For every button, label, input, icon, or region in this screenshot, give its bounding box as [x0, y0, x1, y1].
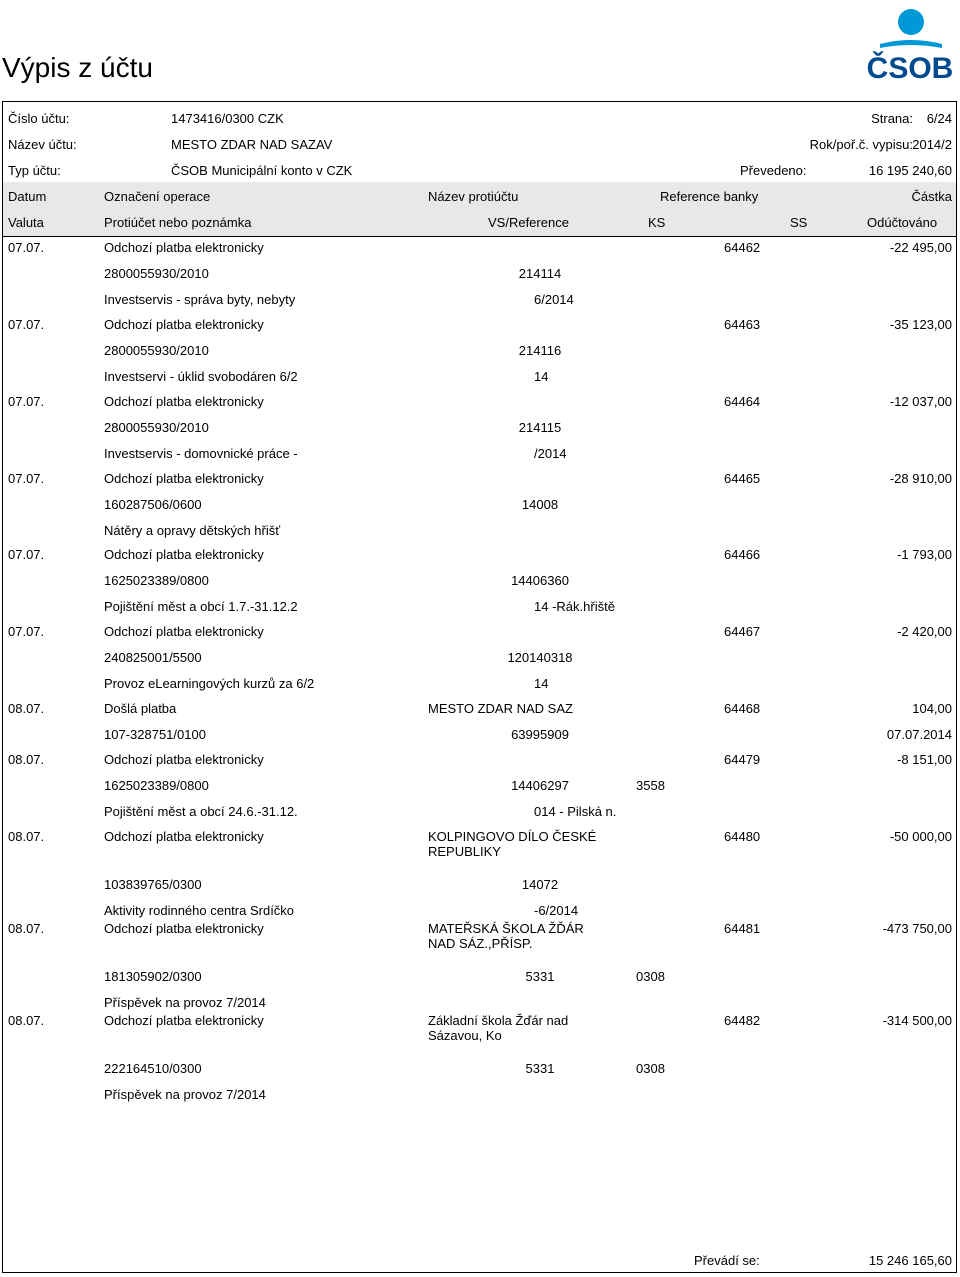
tx-bank-reference: 64468	[724, 701, 761, 716]
tx-counterparty-line2: Sázavou, Ko	[428, 1028, 502, 1043]
tx-counterparty: MATEŘSKÁ ŠKOLA ŽĎÁR	[428, 921, 584, 936]
tx-operation: Odchozí platba elektronicky	[104, 921, 264, 936]
tx-reference: 6/2014	[534, 292, 574, 307]
account-name: MESTO ZDAR NAD SAZAV	[171, 137, 333, 152]
tx-bank-reference: 64467	[724, 624, 761, 639]
tx-bank-reference: 64481	[724, 921, 761, 936]
tx-ks: 3558	[636, 778, 665, 793]
tx-vs: 5331	[525, 1061, 555, 1076]
tx-amount: -50 000,00	[889, 829, 952, 844]
tx-note: Investservis - domovnické práce -	[104, 446, 298, 461]
tx-amount: -314 500,00	[882, 1013, 952, 1028]
tx-note: Příspěvek na provoz 7/2014	[104, 1087, 266, 1102]
account-number: 1473416/0300 CZK	[171, 111, 284, 126]
tx-reference: 014 - Pilská n.	[534, 804, 617, 819]
tx-amount: -8 151,00	[897, 752, 952, 767]
account-number-label: Číslo účtu:	[8, 111, 70, 126]
carry-forward-amount: 15 246 165,60	[868, 1253, 952, 1268]
tx-counterparty: KOLPINGOVO DÍLO ČESKÉ	[428, 829, 597, 844]
tx-operation: Odchozí platba elektronicky	[104, 394, 264, 409]
carried-label: Převedeno:	[740, 163, 807, 178]
tx-date: 08.07.	[8, 921, 45, 936]
tx-bank-reference: 64464	[724, 394, 761, 409]
tx-counter-account: 1625023389/0800	[104, 573, 209, 588]
tx-ks: 0308	[636, 1061, 665, 1076]
page-label: Strana:	[871, 111, 913, 126]
col-operation: Označení operace	[104, 189, 211, 204]
tx-counterparty-line2: REPUBLIKY	[428, 844, 501, 859]
tx-bank-reference: 64462	[724, 240, 761, 255]
tx-counter-account: 160287506/0600	[104, 497, 202, 512]
tx-counterparty: MESTO ZDAR NAD SAZ	[428, 701, 573, 716]
tx-date: 07.07.	[8, 317, 45, 332]
tx-amount: -473 750,00	[882, 921, 952, 936]
tx-date: 08.07.	[8, 1013, 45, 1028]
tx-vs: 63995909	[511, 727, 569, 742]
carry-forward-label: Převádí se:	[694, 1253, 760, 1268]
tx-note: Investservi - úklid svobodáren 6/2	[104, 369, 298, 384]
col-settled: Odúčtováno	[867, 215, 938, 230]
tx-vs: 14072	[521, 877, 559, 892]
tx-counter-account: 2800055930/2010	[104, 266, 209, 281]
tx-bank-reference: 64465	[724, 471, 761, 486]
tx-operation: Došlá platba	[104, 701, 177, 716]
tx-counter-account: 222164510/0300	[104, 1061, 202, 1076]
col-ss: SS	[790, 215, 808, 230]
col-bank-reference: Reference banky	[660, 189, 759, 204]
tx-vs: 14406297	[511, 778, 569, 793]
tx-reference: /2014	[534, 446, 567, 461]
tx-counter-account: 1625023389/0800	[104, 778, 209, 793]
tx-vs: 214114	[518, 266, 562, 281]
tx-vs: 214116	[518, 343, 562, 358]
tx-note: Aktivity rodinného centra Srdíčko	[104, 903, 295, 918]
tx-amount: -22 495,00	[889, 240, 952, 255]
tx-amount: -1 793,00	[897, 547, 952, 562]
tx-vs: 5331	[525, 969, 555, 984]
tx-settled-date: 07.07.2014	[886, 727, 952, 742]
tx-counter-account: 2800055930/2010	[104, 420, 209, 435]
col-counterparty: Název protiúčtu	[428, 189, 519, 204]
tx-vs: 214115	[518, 420, 562, 435]
tx-bank-reference: 64466	[724, 547, 761, 562]
col-account-note: Protiúčet nebo poznámka	[104, 215, 252, 230]
tx-date: 08.07.	[8, 829, 45, 844]
tx-operation: Odchozí platba elektronicky	[104, 317, 264, 332]
tx-note: Pojištění měst a obcí 1.7.-31.12.2	[104, 599, 298, 614]
tx-operation: Odchozí platba elektronicky	[104, 1013, 264, 1028]
tx-counterparty-line2: NAD SÁZ.,PŘÍSP.	[428, 936, 533, 951]
tx-bank-reference: 64463	[724, 317, 761, 332]
tx-counter-account: 181305902/0300	[104, 969, 202, 984]
account-type-label: Typ účtu:	[8, 163, 61, 178]
tx-amount: -12 037,00	[889, 394, 952, 409]
tx-bank-reference: 64479	[724, 752, 761, 767]
tx-note: Provoz eLearningových kurzů za 6/2	[104, 676, 315, 691]
tx-date: 07.07.	[8, 471, 45, 486]
tx-date: 08.07.	[8, 752, 45, 767]
tx-date: 07.07.	[8, 394, 45, 409]
tx-vs: 120140318	[507, 650, 573, 665]
tx-operation: Odchozí platba elektronicky	[104, 240, 264, 255]
tx-note: Příspěvek na provoz 7/2014	[104, 995, 266, 1010]
page-title: Výpis z účtu	[2, 52, 153, 83]
col-ks: KS	[648, 215, 666, 230]
tx-bank-reference: 64482	[724, 1013, 761, 1028]
period-value: 2014/2	[912, 137, 952, 152]
tx-note: Pojištění měst a obcí 24.6.-31.12.	[104, 804, 298, 819]
tx-date: 07.07.	[8, 547, 45, 562]
tx-date: 08.07.	[8, 701, 45, 716]
col-date: Datum	[8, 189, 47, 204]
tx-amount: 104,00	[912, 701, 952, 716]
tx-counter-account: 2800055930/2010	[104, 343, 209, 358]
tx-reference: 14	[534, 676, 549, 691]
col-amount: Částka	[911, 189, 952, 204]
period-label: Rok/poř.č. vypisu:	[809, 137, 913, 152]
tx-operation: Odchozí platba elektronicky	[104, 471, 264, 486]
tx-counter-account: 240825001/5500	[104, 650, 202, 665]
carried-amount: 16 195 240,60	[868, 163, 952, 178]
tx-amount: -2 420,00	[897, 624, 952, 639]
tx-ks: 0308	[636, 969, 665, 984]
tx-counter-account: 107-328751/0100	[104, 727, 206, 742]
tx-amount: -35 123,00	[889, 317, 952, 332]
svg-text:ČSOB: ČSOB	[866, 52, 954, 82]
tx-operation: Odchozí platba elektronicky	[104, 624, 264, 639]
tx-reference: -6/2014	[534, 903, 579, 918]
tx-vs: 14008	[521, 497, 559, 512]
account-name-label: Název účtu:	[8, 137, 77, 152]
tx-counter-account: 103839765/0300	[104, 877, 202, 892]
tx-bank-reference: 64480	[724, 829, 761, 844]
tx-reference: 14 -Rák.hřiště	[534, 599, 615, 614]
tx-operation: Odchozí platba elektronicky	[104, 829, 264, 844]
tx-vs: 14406360	[511, 573, 569, 588]
tx-note: Investservis - správa byty, nebyty	[104, 292, 296, 307]
tx-operation: Odchozí platba elektronicky	[104, 752, 264, 767]
tx-operation: Odchozí platba elektronicky	[104, 547, 264, 562]
tx-reference: 14	[534, 369, 549, 384]
account-type: ČSOB Municipální konto v CZK	[171, 163, 353, 178]
tx-date: 07.07.	[8, 240, 45, 255]
col-vs-reference: VS/Reference	[488, 215, 569, 230]
tx-amount: -28 910,00	[889, 471, 952, 486]
tx-date: 07.07.	[8, 624, 45, 639]
tx-counterparty: Základní škola Žďár nad	[428, 1013, 569, 1028]
tx-note: Nátěry a opravy dětských hřišť	[104, 523, 281, 538]
col-valuta: Valuta	[8, 215, 44, 230]
page-number: 6/24	[926, 111, 952, 126]
